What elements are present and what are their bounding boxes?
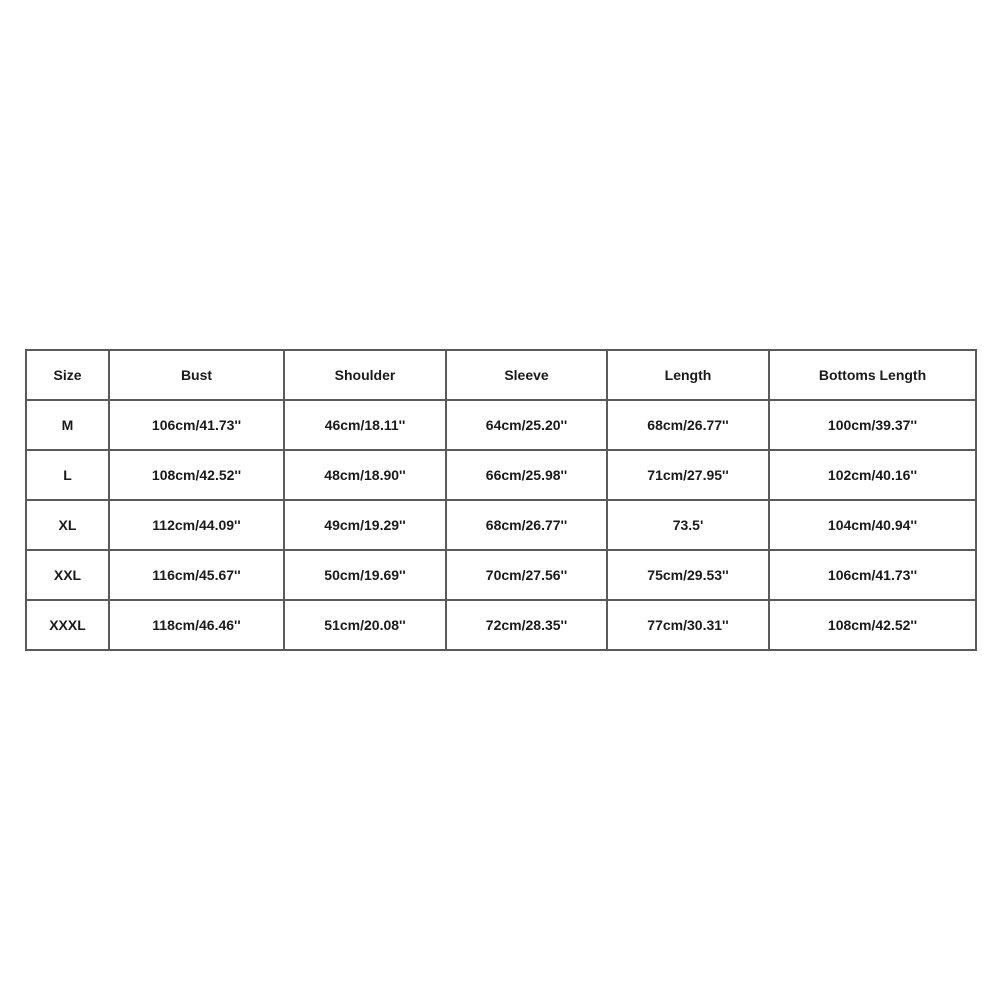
table-row	[26, 550, 976, 600]
header-row	[26, 350, 976, 400]
size-cell: XXL	[26, 550, 109, 600]
shoulder-cell: 46cm/18.11''	[284, 400, 446, 450]
shoulder-cell: 51cm/20.08''	[284, 600, 446, 650]
bust-cell: 118cm/46.46''	[109, 600, 284, 650]
size-cell: M	[26, 400, 109, 450]
length-cell: 71cm/27.95''	[607, 450, 769, 500]
size-cell: L	[26, 450, 109, 500]
size-cell: XXXL	[26, 600, 109, 650]
bust-cell: 112cm/44.09''	[109, 500, 284, 550]
sleeve-cell: 68cm/26.77''	[446, 500, 607, 550]
length-cell: 73.5'	[607, 500, 769, 550]
bottoms-length-cell: 100cm/39.37''	[769, 400, 976, 450]
bottoms-length-cell: 106cm/41.73''	[769, 550, 976, 600]
bottoms-length-cell: 104cm/40.94''	[769, 500, 976, 550]
bust-cell: 108cm/42.52''	[109, 450, 284, 500]
table-row	[26, 500, 976, 550]
header-sleeve: Sleeve	[446, 350, 607, 400]
shoulder-cell: 48cm/18.90''	[284, 450, 446, 500]
sleeve-cell: 66cm/25.98''	[446, 450, 607, 500]
bottoms-length-cell: 102cm/40.16''	[769, 450, 976, 500]
bottoms-length-cell: 108cm/42.52''	[769, 600, 976, 650]
table-row	[26, 600, 976, 650]
size-chart-table	[25, 349, 977, 651]
header-shoulder: Shoulder	[284, 350, 446, 400]
bust-cell: 106cm/41.73''	[109, 400, 284, 450]
sleeve-cell: 64cm/25.20''	[446, 400, 607, 450]
sleeve-cell: 72cm/28.35''	[446, 600, 607, 650]
header-length: Length	[607, 350, 769, 400]
header-size: Size	[26, 350, 109, 400]
bust-cell: 116cm/45.67''	[109, 550, 284, 600]
length-cell: 77cm/30.31''	[607, 600, 769, 650]
length-cell: 75cm/29.53''	[607, 550, 769, 600]
shoulder-cell: 50cm/19.69''	[284, 550, 446, 600]
size-cell: XL	[26, 500, 109, 550]
table-row	[26, 400, 976, 450]
shoulder-cell: 49cm/19.29''	[284, 500, 446, 550]
table-row	[26, 450, 976, 500]
header-bust: Bust	[109, 350, 284, 400]
sleeve-cell: 70cm/27.56''	[446, 550, 607, 600]
length-cell: 68cm/26.77''	[607, 400, 769, 450]
header-bottoms-length: Bottoms Length	[769, 350, 976, 400]
